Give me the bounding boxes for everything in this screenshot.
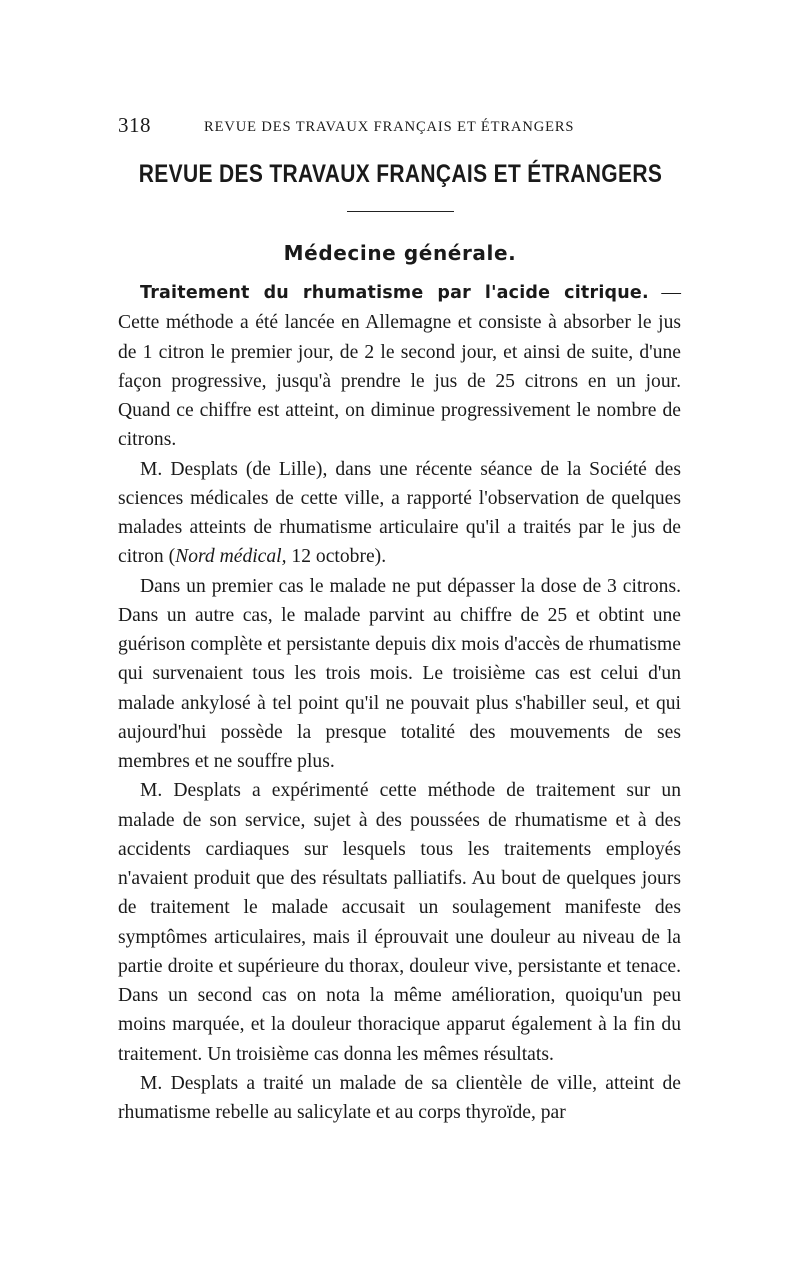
heading-divider [347, 211, 454, 212]
page-number: 318 [118, 113, 151, 137]
journal-citation: Nord médical, [175, 546, 287, 568]
main-heading: REVUE DES TRAVAUX FRANÇAIS ET ÉTRANGERS [138, 160, 663, 188]
paragraph-5: M. Desplats a traité un malade de sa clientèle de ville, atteint de rhumatisme rebelle au salicylate et au corps thyroïde, par [118, 1072, 681, 1123]
article-lead-title: Traitement du rhumatisme par l'acide citrique. [140, 283, 649, 303]
paragraph-1-text: — Cette méthode a été lancée en Allemagne et consiste à absorber le jus de 1 citron le premier jour, de 2 le second jour, et ainsi de suite, d'une façon progressive, jusqu'à prendre le jus de 25 citrons en un jour. Quand ce chiffre est atteint, on diminue progressivement le nombre de citrons. [118, 282, 681, 451]
paragraph-2 [118, 455, 681, 572]
paragraph-4: M. Desplats a expérimenté cette méthode de traitement sur un malade de son service, sujet à des poussées de rhumatisme et à des accidents cardiaques sur lesquels tous les traitements employés n'avaient produit que des résultats palliatifs. Au bout de quelques jours de traitement le malade accusait un soulagement manifeste des symptômes articulaires, mais il éprouvait une douleur au niveau de la partie droite et supérieure du thorax, douleur vive, persistante et tenace. Dans un second cas on nota la même amélioration, quoiqu'un peu moins marquée, et la douleur thoracique apparut également à la fin du traitement. Un troisième cas donna les mêmes résultats. [118, 780, 681, 1065]
running-title: REVUE DES TRAVAUX FRANÇAIS ET ÉTRANGERS [204, 119, 575, 135]
paragraph-3: Dans un premier cas le malade ne put dépasser la dose de 3 citrons. Dans un autre cas, le malade parvint au chiffre de 25 et obtint une guérison complète et persistante depuis dix mois d'accès de rhumatisme qui survenaient tous les trois mois. Le troisième cas est celui d'un malade ankylosé à tel point qu'il ne pouvait plus s'habiller seul, et qui aujourd'hui possède la presque totalité des mouvements de ses membres et ne souffre plus. [118, 575, 681, 772]
section-title: Médecine générale. [283, 241, 517, 265]
paragraph-2-text-after: 12 octobre). [286, 546, 387, 568]
paragraph-2-text-before: M. Desplats (de Lille), dans une récente séance de la Société des sciences médicales de cette ville, a rapporté l'observation de quelques malades atteints de rhumatisme articulaire qu'il a traités par le jus de citron ( [118, 458, 681, 568]
running-header [118, 113, 684, 143]
paragraph-1 [118, 278, 681, 455]
article-body [118, 278, 681, 1127]
